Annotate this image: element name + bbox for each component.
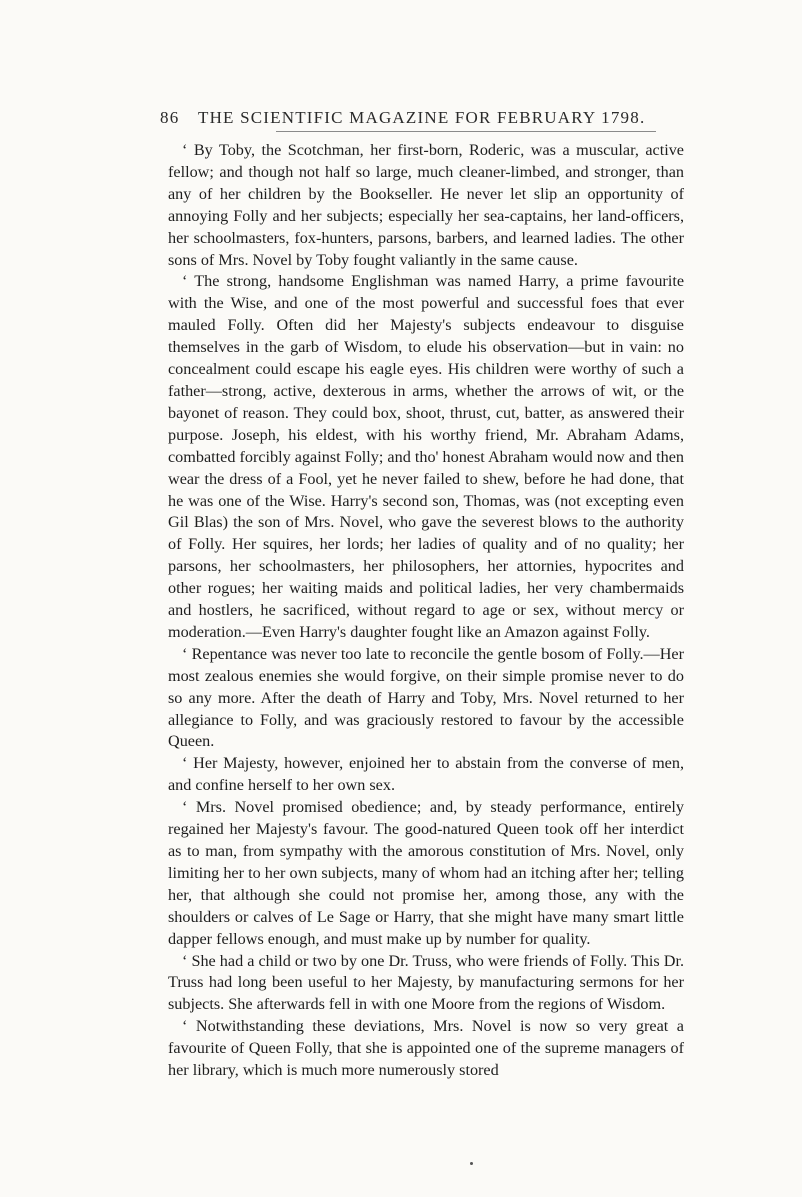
page-header — [160, 108, 660, 132]
ink-speck — [470, 1162, 473, 1165]
paragraph: ‘ Repentance was never too late to reconcile the gentle bosom of Folly.—Her most zealous enemies she would forgive, on their simple promise never to do so any more. After the death of Harry and Toby, Mrs. Novel returned to her allegiance to Folly, and was graciously restored to favour by the accessible Queen. — [168, 644, 684, 751]
paragraph: ‘ She had a child or two by one Dr. Truss, who were friends of Folly. This Dr. Truss had long been useful to her Majesty, by manufacturing sermons for her subjects. She afterwards fell in with one Moore from the regions of Wisdom. — [168, 951, 684, 1014]
paragraph: ‘ Her Majesty, however, enjoined her to abstain from the converse of men, and confine herself to her own sex. — [168, 754, 684, 795]
page-number: 86 — [160, 108, 180, 127]
running-title: THE SCIENTIFIC MAGAZINE FOR FEBRUARY 1798. — [198, 108, 646, 127]
article-body — [168, 140, 684, 1082]
header-rule — [276, 131, 656, 132]
paragraph: ‘ By Toby, the Scotchman, her first-born, Roderic, was a muscular, active fellow; and though not half so large, much cleaner-limbed, and stronger, than any of her children by the Bookseller. He never let slip an opportunity of annoying Folly and her subjects; especially her sea-captains, her land-officers, her schoolmasters, fox-hunters, parsons, barbers, and learned ladies. The other sons of Mrs. Novel by Toby fought valiantly in the same cause. — [168, 141, 684, 269]
paragraph: ‘ Mrs. Novel promised obedience; and, by steady performance, entirely regained her Majesty's favour. The good-natured Queen took off her interdict as to man, from sympathy with the amorous constitution of Mrs. Novel, only limiting her to her own subjects, many of whom had an itching after her; telling her, that although she could not promise her, among those, any with the shoulders or calves of Le Sage or Harry, that she might have many smart little dapper fellows enough, and must make up by number for quality. — [168, 798, 684, 948]
paragraph: ‘ Notwithstanding these deviations, Mrs. Novel is now so very great a favourite of Queen Folly, that she is appointed one of the supreme managers of her library, which is much more numerously stored — [168, 1017, 684, 1080]
paragraph: ‘ The strong, handsome Englishman was named Harry, a prime favourite with the Wise, and one of the most powerful and successful foes that ever mauled Folly. Often did her Majesty's subjects endeavour to disguise themselves in the garb of Wisdom, to elude his observation—but in vain: no concealment could escape his eagle eyes. His children were worthy of such a father—strong, active, dexterous in arms, whether the arrows of wit, or the bayonet of reason. They could box, shoot, thrust, cut, batter, as answered their purpose. Joseph, his eldest, with his worthy friend, Mr. Abraham Adams, combatted forcibly against Folly; and tho' honest Abraham would now and then wear the dress of a Fool, yet he never failed to shew, before he had done, that he was one of the Wise. Harry's second son, Thomas, was (not excepting even Gil Blas) the son of Mrs. Novel, who gave the severest blows to the authority of Folly. Her squires, her lords; her ladies of quality and of no quality; her parsons, her schoolmasters, her philosophers, her attornies, hypocrites and other rogues; her waiting maids and political ladies, her very chambermaids and hostlers, he sacrificed, without regard to age or sex, without mercy or moderation.—Even Harry's daughter fought like an Amazon against Folly. — [168, 272, 684, 641]
